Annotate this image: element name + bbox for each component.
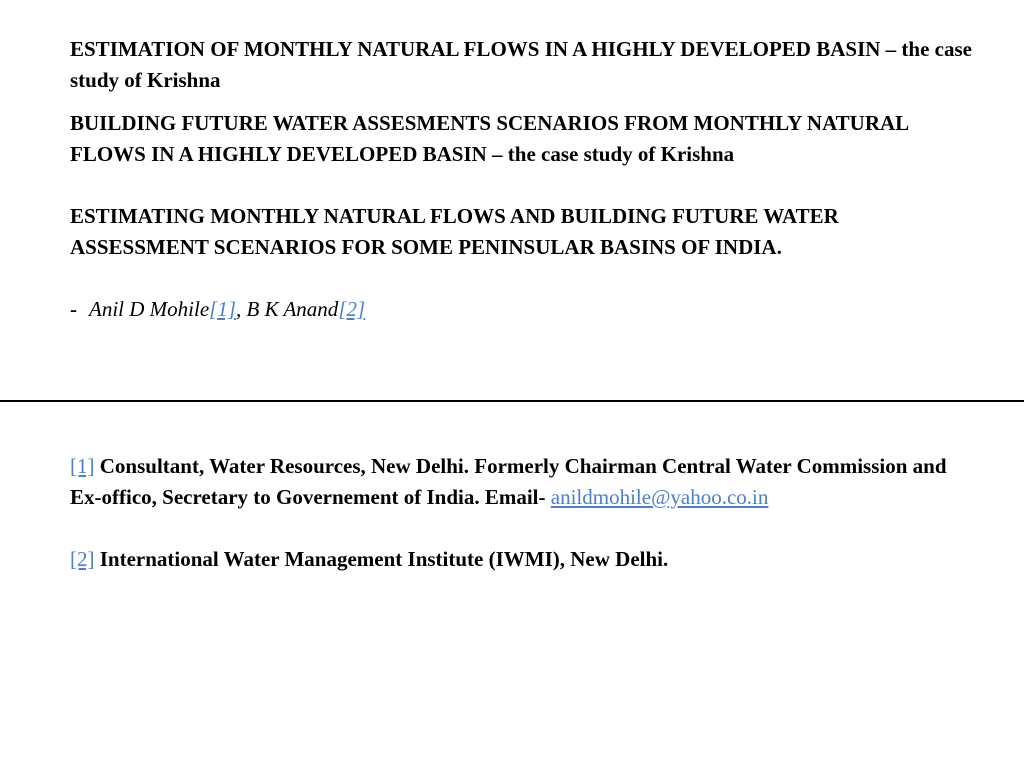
- footnote-1: [70, 451, 975, 513]
- title-peninsular-basins: ESTIMATING MONTHLY NATURAL FLOWS AND BUILDING FUTURE WATER ASSESSMENT SCENARIOS FOR SOME PENINSULAR BASINS OF INDIA.: [70, 204, 839, 259]
- footnote-ref-1-link[interactable]: [1]: [209, 297, 237, 321]
- email-link[interactable]: anildmohile@yahoo.co.in: [550, 485, 769, 509]
- footnote-1-text: Consultant, Water Resources, New Delhi. Formerly Chairman Central Water Commission and Ex-offico, Secretary to Governement of India. Email-: [70, 454, 947, 509]
- footnotes: [70, 451, 975, 575]
- footnote-2-back-link[interactable]: [2]: [70, 547, 95, 571]
- author-line: [70, 294, 975, 325]
- title-building-scenarios: BUILDING FUTURE WATER ASSESMENTS SCENARIOS FROM MONTHLY NATURAL FLOWS IN A HIGHLY DEVELOPED BASIN – the case study of Krishna: [70, 111, 909, 166]
- author-anand: B K Anand: [246, 297, 339, 321]
- author-separator: ,: [236, 297, 247, 321]
- footnote-2-text: International Water Management Institute (IWMI), New Delhi.: [99, 547, 669, 571]
- title-estimation: ESTIMATION OF MONTHLY NATURAL FLOWS IN A HIGHLY DEVELOPED BASIN – the case study of Krishna: [70, 37, 972, 92]
- author-mohile: Anil D Mohile: [89, 297, 210, 321]
- footnote-2: [70, 544, 975, 575]
- footnote-ref-2-link[interactable]: [2]: [338, 297, 366, 321]
- footnote-divider: [0, 400, 1024, 402]
- title-block: [70, 34, 975, 325]
- author-dash: -: [70, 297, 77, 321]
- footnote-1-back-link[interactable]: [1]: [70, 454, 95, 478]
